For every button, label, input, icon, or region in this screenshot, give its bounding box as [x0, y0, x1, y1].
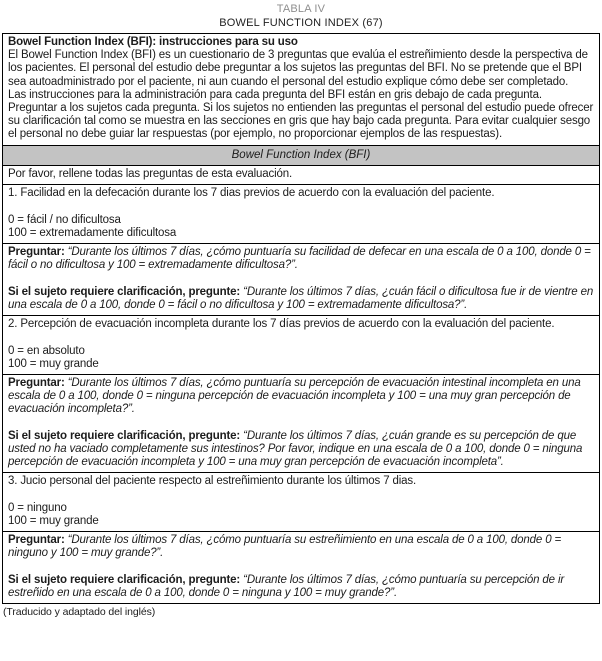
- section-band: [3, 146, 599, 167]
- table-caption: [0, 0, 602, 30]
- table-number: TABLA IV: [276, 3, 326, 15]
- ask-label: Preguntar:: [8, 376, 65, 389]
- question-2-anchor-high: 100 = muy grande: [8, 357, 99, 370]
- question-2-row: [3, 316, 599, 375]
- spacer: [8, 201, 594, 214]
- ask-label: Preguntar:: [8, 246, 65, 259]
- intro-heading: Bowel Function Index (BFI): instrucciones para su uso: [8, 36, 298, 48]
- question-2-text: 2. Percepción de evacuación incompleta durante los 7 días previos de acuerdo con la evaluación del paciente.: [8, 318, 555, 331]
- question-3-instructions-row: [3, 532, 599, 603]
- question-1-instructions-row: [3, 244, 599, 316]
- question-2-clarify: [8, 430, 594, 470]
- spacer: [8, 489, 594, 502]
- question-1-clarify: [8, 286, 594, 312]
- clarify-quote: “Durante los últimos 7 días, ¿cuán grande es su percepción de que usted no ha vaciado completamente sus intestinos? Por favor, indique en una escala de 0 a 100, donde 0 = ninguna percepción de evacuación incompleta y 100 = una muy gran percepción de evacuación incompleta”.: [8, 429, 583, 469]
- spacer: [8, 273, 594, 286]
- ask-quote: “Durante los últimos 7 días, ¿cómo puntuaría su estreñimiento en una escala de 0 a 100, donde 0 = ninguno y 100 = muy grande?”.: [8, 534, 562, 560]
- intro-paragraph-2: Las instrucciones para la administración para cada pregunta del BFI están en gris debajo de cada pregunta. Preguntar a los sujetos cada pregunta. Si los sujetos no entienden las preguntas el personal del estudio puede ofrecer su clarificación tal como se muestra en las secciones en gris que hay bajo cada pregunta. Para evitar cualquier sesgo el personal no debe guiar lar respuestas (por ejemplo, no proporcionar ejemplos de las respuestas).: [8, 88, 594, 141]
- question-1-row: [3, 185, 599, 244]
- fill-instruction-text: Por favor, rellene todas las preguntas de esta evaluación.: [8, 168, 293, 181]
- spacer: [8, 561, 594, 574]
- section-band-label: Bowel Function Index (BFI): [231, 148, 371, 161]
- intro-instructions-row: [3, 34, 599, 146]
- spacer: [8, 331, 594, 344]
- question-1-ask: [8, 246, 594, 272]
- question-2-instructions-row: [3, 375, 599, 473]
- ask-label: Preguntar:: [8, 534, 65, 547]
- question-2-ask: [8, 377, 594, 417]
- bfi-table: [2, 33, 600, 604]
- question-3-anchor-high: 100 = muy grande: [8, 514, 99, 527]
- clarify-label: Si el sujeto requiere clarificación, pregunte:: [8, 573, 241, 586]
- fill-instruction-row: [3, 166, 599, 185]
- ask-quote: “Durante los últimos 7 días, ¿cómo puntuaría su percepción de evacuación intestinal incompleta en una escala de 0 a 100, donde 0 = ninguna percepción de evacuación incompleta y 100 = una muy gran percepción de evacuación incompleta?”.: [8, 376, 581, 416]
- question-3-anchor-low: 0 = ninguno: [8, 501, 67, 514]
- question-3-row: [3, 473, 599, 532]
- question-1-anchor-low: 0 = fácil / no dificultosa: [8, 213, 121, 226]
- table-title: BOWEL FUNCTION INDEX (67): [219, 17, 383, 29]
- ask-quote: “Durante los últimos 7 días, ¿cómo puntuaría su facilidad de defecar en una escala de 0 a 100, donde 0 = fácil o no dificultosa y 100 = extremadamente dificultosa?”.: [8, 246, 591, 272]
- clarify-label: Si el sujeto requiere clarificación, pregunte:: [8, 429, 241, 442]
- question-3-clarify: [8, 574, 594, 600]
- question-1-text: 1. Facilidad en la defecación durante los 7 dias previos de acuerdo con la evaluación del paciente.: [8, 187, 495, 200]
- question-2-anchor-low: 0 = en absoluto: [8, 344, 85, 357]
- intro-paragraph-1: El Bowel Function Index (BFI) es un cuestionario de 3 preguntas que evalúa el estreñimiento desde la perspectiva de los pacientes. El personal del estudio debe preguntar a los sujetos las preguntas del BFI. No se pretende que el BPI sea autoadministrado por el paciente, ni aun cuando el personal del estudio explique cómo debe ser completado.: [8, 49, 588, 88]
- question-1-anchor-high: 100 = extremadamente dificultosa: [8, 226, 177, 239]
- spacer: [8, 417, 594, 430]
- question-3-ask: [8, 534, 594, 560]
- clarify-quote: “Durante los últimos 7 días, ¿cómo puntuaría su percepción de ir estreñido en una escala de 0 a 100, donde 0 = ninguna y 100 = muy grande?”.: [8, 573, 565, 599]
- clarify-quote: “Durante los últimos 7 días, ¿cuán fácil o dificultosa fue ir de vientre en una escala de 0 a 100, donde 0 = fácil o no dificultosa y 100 = extremadamente dificultosa?”.: [8, 285, 594, 311]
- clarify-label: Si el sujeto requiere clarificación, pregunte:: [8, 285, 241, 298]
- translation-footnote: (Traducido y adaptado del inglés): [3, 606, 156, 619]
- question-3-text: 3. Jucio personal del paciente respecto al estreñimiento durante los últimos 7 dias.: [8, 475, 417, 488]
